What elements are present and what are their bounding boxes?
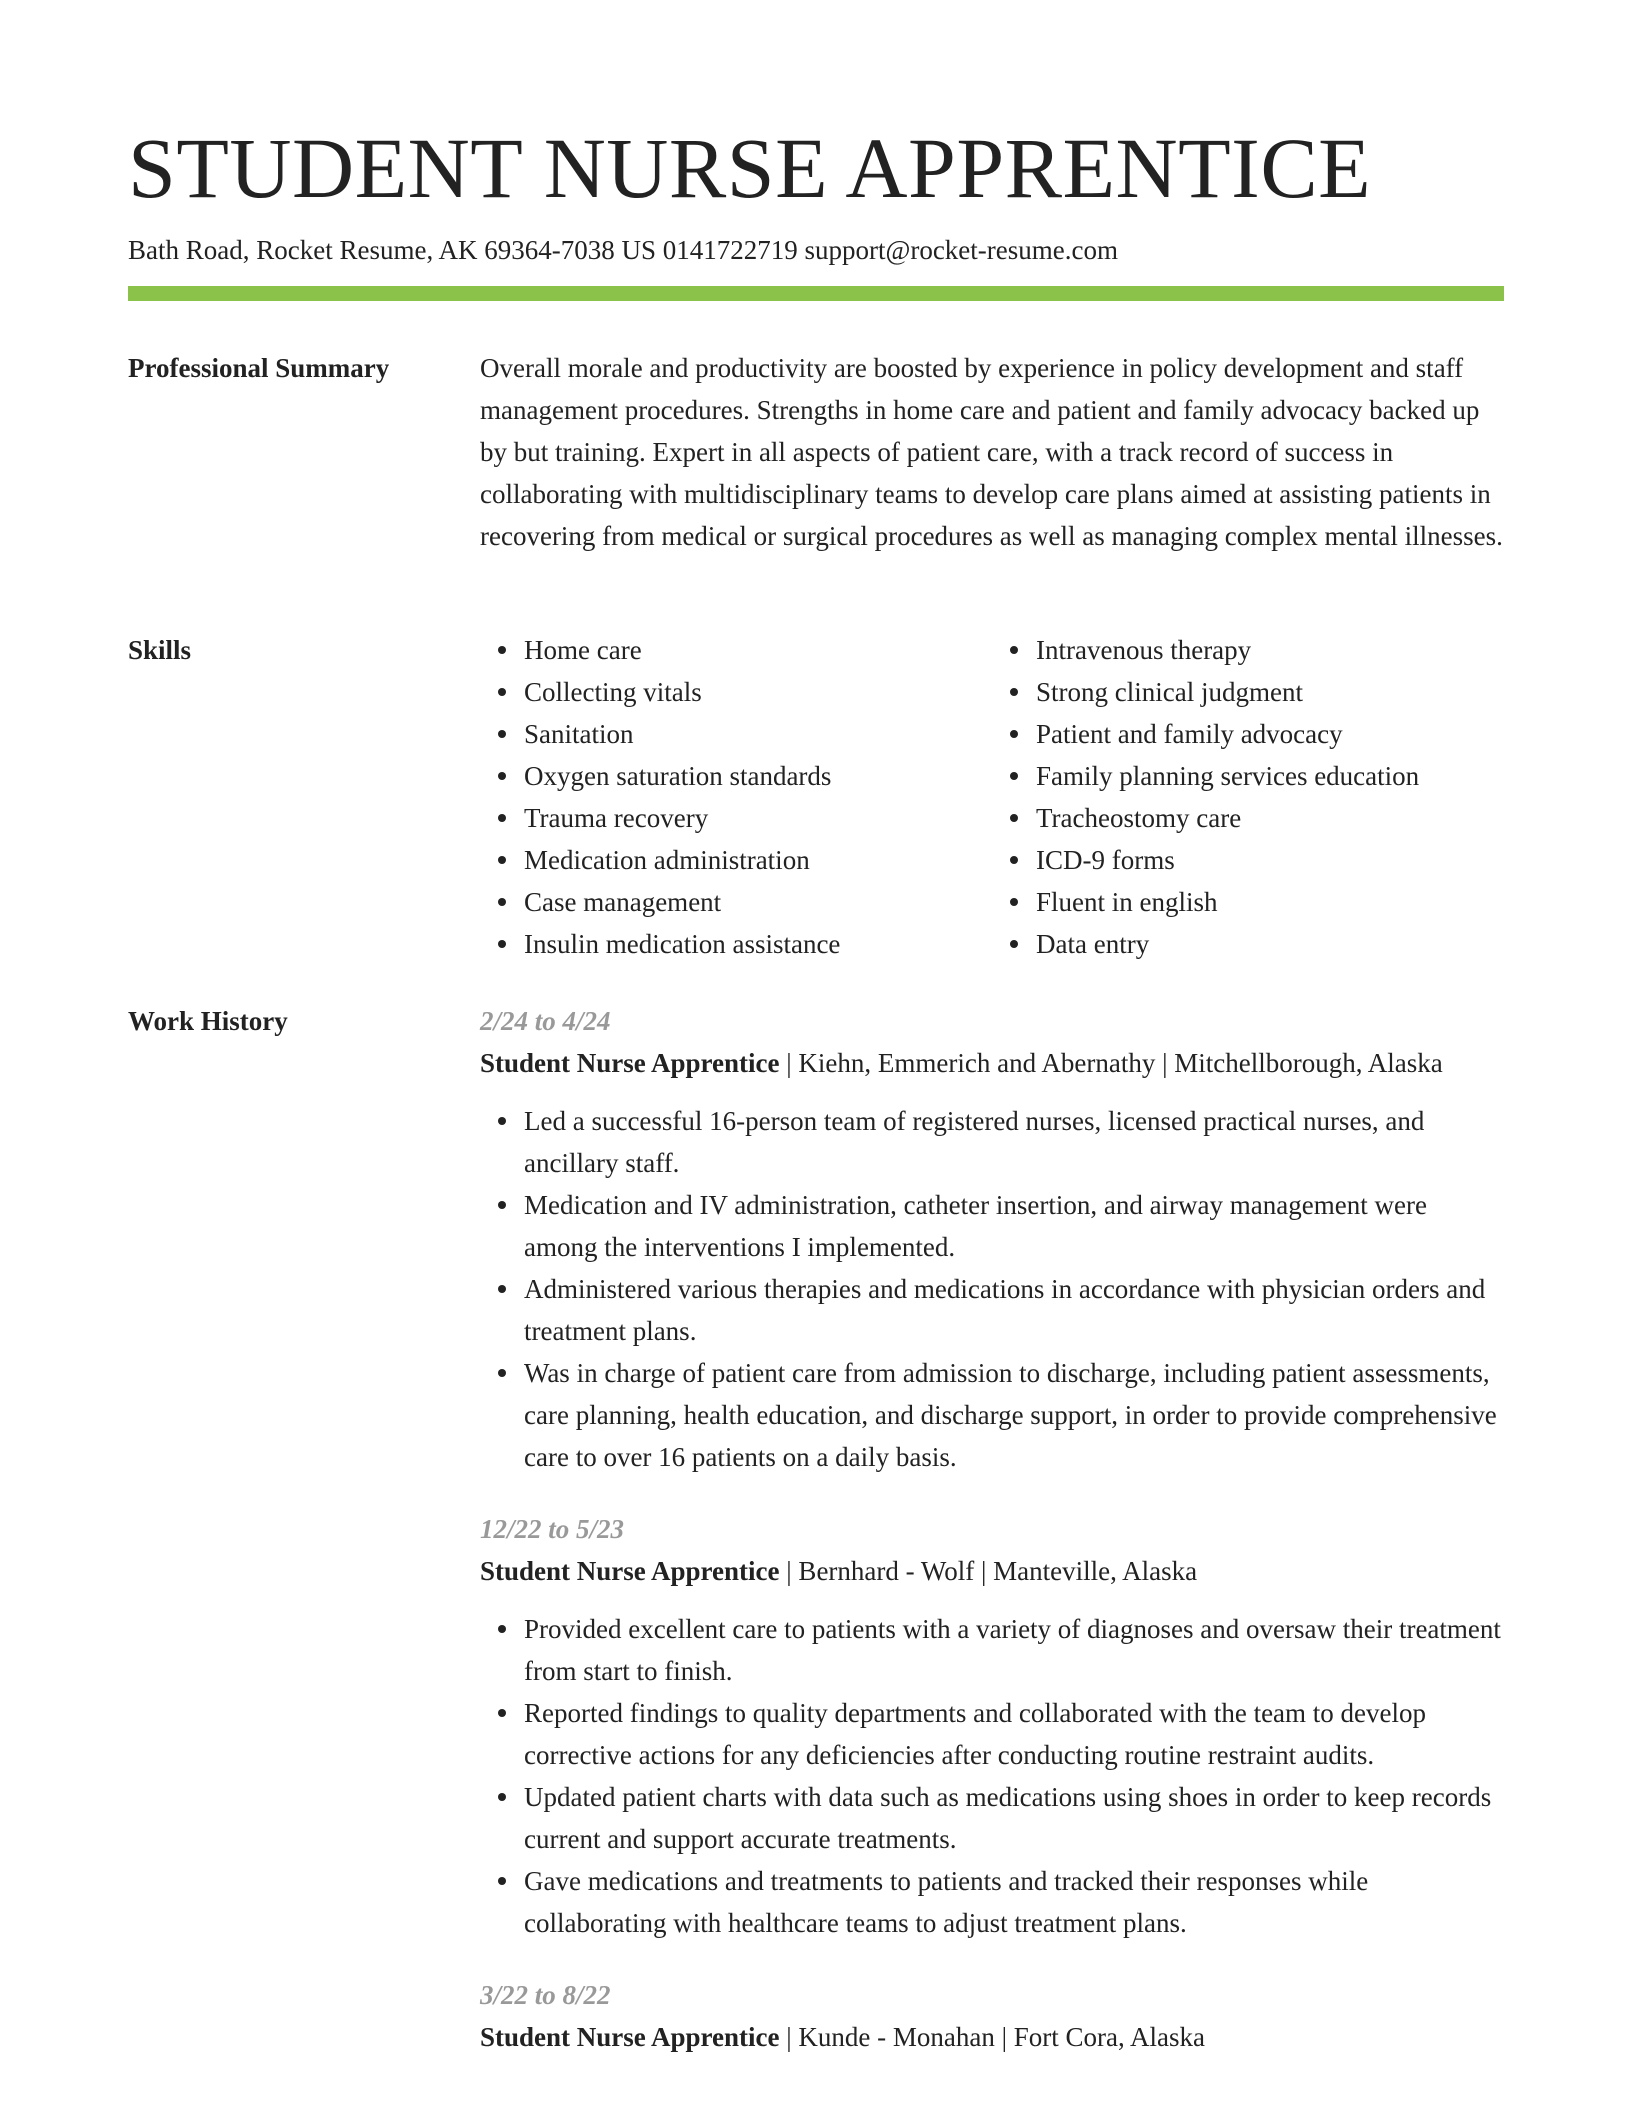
- work-history-body: [480, 1000, 1504, 2088]
- job-details: | Kiehn, Emmerich and Abernathy | Mitchellborough, Alaska: [779, 1048, 1443, 1078]
- skill-item: Oxygen saturation standards: [524, 755, 992, 797]
- skills-list-left: [480, 629, 992, 965]
- summary-body: [480, 347, 1504, 557]
- job-dates: 3/22 to 8/22: [480, 1980, 611, 2010]
- skill-item: Fluent in english: [1036, 881, 1504, 923]
- job-entry: [480, 1508, 1504, 1944]
- job-bullet: Gave medications and treatments to patients and tracked their responses while collaborating with healthcare teams to adjust treatment plans.: [524, 1860, 1504, 1944]
- skill-item: Tracheostomy care: [1036, 797, 1504, 839]
- skill-item: Medication administration: [524, 839, 992, 881]
- contact-line: Bath Road, Rocket Resume, AK 69364-7038 US 0141722719 support@rocket-resume.com: [128, 235, 1118, 265]
- skill-item: Sanitation: [524, 713, 992, 755]
- section-title-summary: Professional Summary: [128, 353, 390, 383]
- section-title-skills: Skills: [128, 635, 192, 665]
- header-divider: [128, 286, 1504, 301]
- job-bullets: [480, 1100, 1504, 1478]
- job-entry: [480, 1000, 1504, 1478]
- skill-item: Data entry: [1036, 923, 1504, 965]
- summary-text: Overall morale and productivity are boosted by experience in policy development and staff management procedures. Strengths in home care and patient and family advocacy backed up by but training. Expert in all aspects of patient care, with a track record of success in collaborating with multidisciplinary teams to develop care plans aimed at assisting patients in recovering from medical or surgical procedures as well as managing complex mental illnesses.: [480, 353, 1503, 551]
- job-bullet: Medication and IV administration, catheter insertion, and airway management were among the interventions I implemented.: [524, 1184, 1504, 1268]
- skill-item: Family planning services education: [1036, 755, 1504, 797]
- job-bullet: Led a successful 16-person team of registered nurses, licensed practical nurses, and ancillary staff.: [524, 1100, 1504, 1184]
- job-bullets: [480, 1608, 1504, 1944]
- job-title: Student Nurse Apprentice: [480, 1556, 780, 1586]
- job-bullet: Updated patient charts with data such as medications using shoes in order to keep records current and support accurate treatments.: [524, 1776, 1504, 1860]
- job-heading: [480, 1042, 1504, 1084]
- job-title: Student Nurse Apprentice: [480, 1048, 780, 1078]
- job-heading: [480, 1550, 1504, 1592]
- job-bullet: Was in charge of patient care from admission to discharge, including patient assessments, care planning, health education, and discharge support, in order to provide comprehensive care to over 16 patients on a daily basis.: [524, 1352, 1504, 1478]
- skill-item: ICD-9 forms: [1036, 839, 1504, 881]
- job-heading: [480, 2016, 1504, 2058]
- skill-item: Trauma recovery: [524, 797, 992, 839]
- job-bullet: Reported findings to quality departments and collaborated with the team to develop corrective actions for any deficiencies after conducting routine restraint audits.: [524, 1692, 1504, 1776]
- skill-item: Insulin medication assistance: [524, 923, 992, 965]
- job-details: | Bernhard - Wolf | Manteville, Alaska: [779, 1556, 1198, 1586]
- skill-item: Home care: [524, 629, 992, 671]
- job-dates: 2/24 to 4/24: [480, 1006, 611, 1036]
- resume-header: [128, 118, 1504, 270]
- skills-body: [480, 629, 1504, 965]
- job-title: Student Nurse Apprentice: [480, 2022, 780, 2052]
- skill-item: Intravenous therapy: [1036, 629, 1504, 671]
- job-bullet: Provided excellent care to patients with a variety of diagnoses and oversaw their treatment from start to finish.: [524, 1608, 1504, 1692]
- skills-list-right: [992, 629, 1504, 965]
- section-title-work-history: Work History: [128, 1006, 288, 1036]
- job-dates: 12/22 to 5/23: [480, 1514, 625, 1544]
- candidate-name: STUDENT NURSE APPRENTICE: [128, 120, 1372, 216]
- skill-item: Patient and family advocacy: [1036, 713, 1504, 755]
- job-entry: [480, 1974, 1504, 2058]
- job-bullet: Administered various therapies and medications in accordance with physician orders and treatment plans.: [524, 1268, 1504, 1352]
- skill-item: Collecting vitals: [524, 671, 992, 713]
- skill-item: Strong clinical judgment: [1036, 671, 1504, 713]
- skill-item: Case management: [524, 881, 992, 923]
- job-details: | Kunde - Monahan | Fort Cora, Alaska: [779, 2022, 1206, 2052]
